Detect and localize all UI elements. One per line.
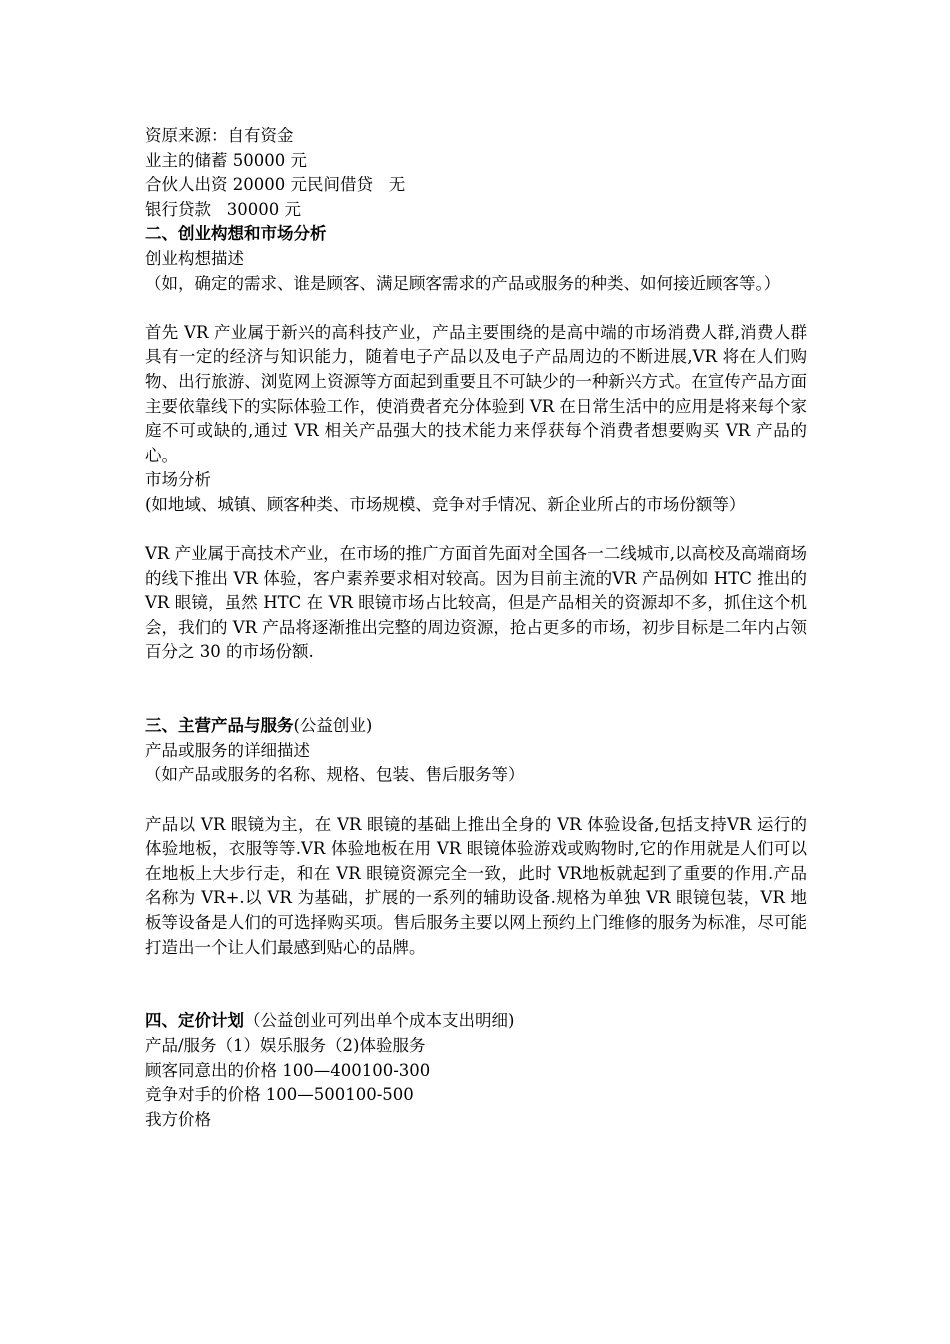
our-price: 我方价格 [145, 1109, 211, 1129]
concept-hint: （如，确定的需求、谁是顾客、满足顾客需求的产品或服务的种类、如何接近顾客等。） [145, 273, 781, 293]
concept-title: 创业构想描述 [145, 248, 244, 268]
detail-title: 产品或服务的详细描述 [145, 740, 310, 760]
market-hint: (如地域、城镇、顾客种类、市场规模、竞争对手情况、新企业所占的市场份额等） [145, 494, 746, 514]
section4-heading-title: 四、定价计划 [145, 1011, 244, 1031]
section3-heading-note: (公益创业) [293, 716, 373, 736]
spacer [145, 788, 807, 813]
partner-investment: 合伙人出资 20000 元民间借贷 无 [145, 175, 406, 195]
market-body: VR 产业属于高技术产业，在市场的推广方面首先面对全国各一二线城市,以高校及高端商场的线下推出 VR 体验，客户素养要求相对较高。因为目前主流的VR 产品例如 HTC 推出的 VR 眼镜，虽然 HTC 在 VR 眼镜市场占比较高，但是产品相关的资源却不多，抓住这个机会，我们的 VR 产品将逐渐推出完整的周边资源，抢占更多的市场，初步目标是二年内占领百分之 30 的市场份额. [145, 544, 807, 662]
spacer [145, 665, 807, 714]
section3-heading [145, 714, 807, 739]
funding-source: 资原来源：自有资金 [145, 126, 294, 145]
spacer [145, 296, 807, 321]
products-services: 产品/服务（1）娱乐服务（2)体验服务 [145, 1035, 426, 1055]
section2-heading: 二、创业构想和市场分析 [145, 224, 327, 244]
detail-hint: （如产品或服务的名称、规格、包装、售后服务等） [145, 765, 525, 785]
bank-loan: 银行贷款 30000 元 [145, 199, 301, 219]
detail-body: 产品以 VR 眼镜为主，在 VR 眼镜的基础上推出全身的 VR 体验设备,包括支持VR 运行的体验地板，衣服等等.VR 体验地板在用 VR 眼镜体验游戏或购物时,它的作用就是人们可以在地板上大步行走，和在 VR 眼镜资源完全一致，此时 VR地板就起到了重要的作用.产品名称为 VR+.以 VR 为基础，扩展的一系列的辅助设备.规格为单独 VR 眼镜包装，VR 地板等设备是人们的可选择购买项。售后服务主要以网上预约上门维修的服务为标准，尽可能打造出一个让人们最感到贴心的品牌。 [145, 814, 807, 957]
section4-heading [145, 1009, 807, 1034]
concept-body: 首先 VR 产业属于新兴的高科技产业，产品主要围绕的是高中端的市场消费人群,消费人群具有一定的经济与知识能力，随着电子产品以及电子产品周边的不断进展,VR 将在人们购物、出行旅游、浏览网上资源等方面起到重要且不可缺少的一种新兴方式。在宣传产品方面主要依靠线下的实际体验工作，使消费者充分体验到 VR 在日常生活中的应用是将来每个家庭不可或缺的,通过 VR 相关产品强大的技术能力来俘获每个消费者想要购买 VR 产品的心。 [145, 322, 807, 465]
document-page [145, 124, 807, 1132]
market-title: 市场分析 [145, 470, 211, 490]
section4-heading-note: （公益创业可列出单个成本支出明细) [244, 1011, 515, 1031]
customer-price: 顾客同意出的价格 100—400100-300 [145, 1060, 431, 1080]
section3-heading-title: 三、主营产品与服务 [145, 716, 294, 736]
owner-savings: 业主的储蓄 50000 元 [145, 150, 307, 170]
competitor-price: 竞争对手的价格 100—500100-500 [145, 1085, 414, 1105]
spacer [145, 518, 807, 543]
spacer [145, 960, 807, 1009]
